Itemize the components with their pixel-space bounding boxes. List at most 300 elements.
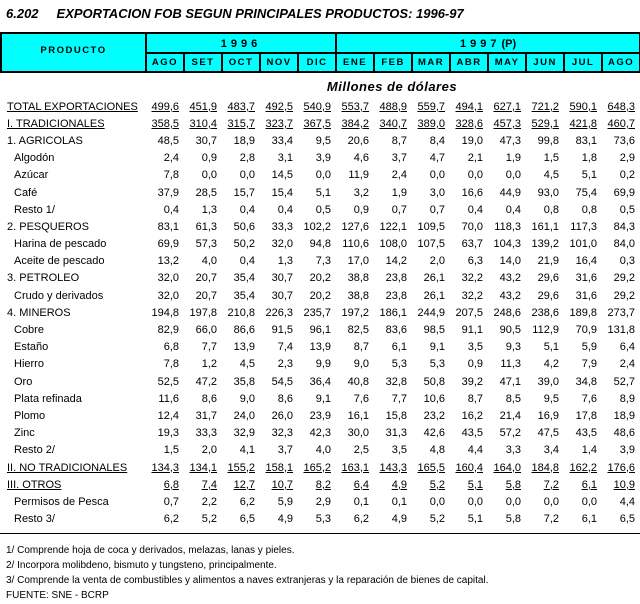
cell-value: 197,2: [341, 306, 369, 319]
cell-value: 165,2: [303, 461, 331, 474]
table-row: [0, 98, 639, 115]
cell-value: 7,3: [315, 255, 331, 268]
cell-value: 2,4: [163, 152, 179, 165]
cell-value: 38,8: [347, 289, 369, 302]
cell-value: 5,2: [429, 513, 445, 526]
cell-value: 4,1: [239, 444, 255, 457]
cell-value: 6,1: [391, 341, 407, 354]
cell-value: 553,7: [341, 100, 369, 113]
cell-value: 93,0: [537, 186, 559, 199]
cell-value: 117,3: [570, 220, 597, 233]
table-row: [0, 459, 639, 476]
cell-value: 499,6: [151, 100, 179, 113]
cell-value: 73,6: [613, 134, 635, 147]
cell-value: 29,2: [613, 289, 635, 302]
cell-value: 8,7: [467, 392, 483, 405]
cell-value: 0,4: [277, 203, 293, 216]
cell-value: 23,8: [385, 272, 407, 285]
cell-value: 4,8: [429, 444, 445, 457]
cell-value: 3,2: [353, 186, 369, 199]
cell-value: 0,0: [543, 495, 559, 508]
cell-value: 1,4: [581, 444, 597, 457]
cell-value: 7,6: [353, 392, 369, 405]
cell-value: 90,5: [499, 324, 521, 337]
cell-value: 42,3: [309, 427, 331, 440]
cell-value: 1,2: [201, 358, 217, 371]
cell-value: 0,9: [201, 152, 217, 165]
cell-value: 5,1: [315, 186, 331, 199]
cell-value: 5,1: [467, 513, 483, 526]
product-label: Hierro: [14, 358, 44, 371]
cell-value: 6,4: [353, 478, 369, 491]
cell-value: 8,7: [353, 341, 369, 354]
product-label: Aceite de pescado: [14, 255, 105, 268]
month-header-1997-ene: ENE: [336, 53, 374, 72]
cell-value: 37,9: [157, 186, 179, 199]
cell-value: 0,0: [467, 495, 483, 508]
cell-value: 162,2: [569, 461, 597, 474]
cell-value: 7,2: [543, 478, 559, 491]
cell-value: 176,6: [607, 461, 635, 474]
cell-value: 91,1: [461, 324, 483, 337]
product-label: Oro: [14, 375, 33, 388]
cell-value: 16,1: [347, 409, 369, 422]
cell-value: 3,0: [429, 186, 445, 199]
cell-value: 57,3: [195, 238, 217, 251]
cell-value: 2,5: [353, 444, 369, 457]
cell-value: 50,2: [233, 238, 255, 251]
cell-value: 15,7: [233, 186, 255, 199]
table-number: 6.202: [6, 6, 39, 21]
month-header-1997-abr: ABR: [450, 53, 488, 72]
cell-value: 9,3: [505, 341, 521, 354]
cell-value: 1,8: [581, 152, 597, 165]
month-header-1997-jul: JUL: [564, 53, 602, 72]
cell-value: 122,1: [379, 220, 407, 233]
cell-value: 28,5: [195, 186, 217, 199]
product-label: Estaño: [14, 341, 49, 354]
cell-value: 9,1: [315, 392, 331, 405]
cell-value: 16,4: [575, 255, 597, 268]
cell-value: 6,4: [619, 341, 635, 354]
cell-value: 559,7: [417, 100, 445, 113]
product-label: Zinc: [14, 427, 35, 440]
cell-value: 23,2: [423, 409, 445, 422]
cell-value: 33,3: [195, 427, 217, 440]
product-label: Plomo: [14, 409, 46, 422]
cell-value: 50,6: [233, 220, 255, 233]
cell-value: 26,1: [423, 272, 445, 285]
cell-value: 9,0: [239, 392, 255, 405]
cell-value: 7,4: [201, 478, 217, 491]
cell-value: 627,1: [493, 100, 521, 113]
cell-value: 5,2: [429, 478, 445, 491]
cell-value: 0,8: [581, 203, 597, 216]
cell-value: 5,2: [201, 513, 217, 526]
product-label: 2. PESQUEROS: [7, 220, 89, 233]
cell-value: 102,2: [303, 220, 331, 233]
cell-value: 13,9: [309, 341, 331, 354]
cell-value: 17,8: [575, 409, 597, 422]
table-row: [0, 270, 639, 287]
cell-value: 384,2: [341, 117, 369, 130]
cell-value: 0,0: [505, 169, 521, 182]
cell-value: 648,3: [607, 100, 635, 113]
cell-value: 2,4: [619, 358, 635, 371]
cell-value: 184,8: [531, 461, 559, 474]
cell-value: 20,7: [195, 289, 217, 302]
cell-value: 0,1: [353, 495, 369, 508]
cell-value: 421,8: [569, 117, 597, 130]
cell-value: 7,8: [163, 169, 179, 182]
month-header-1997-jun: JUN: [526, 53, 564, 72]
cell-value: 35,4: [233, 272, 255, 285]
cell-value: 5,1: [543, 341, 559, 354]
cell-value: 39,0: [537, 375, 559, 388]
month-header-1997-feb: FEB: [374, 53, 412, 72]
cell-value: 5,3: [315, 513, 331, 526]
cell-value: 104,3: [493, 238, 521, 251]
cell-value: 323,7: [265, 117, 293, 130]
cell-value: 43,2: [499, 289, 521, 302]
cell-value: 31,6: [575, 289, 597, 302]
cell-value: 35,4: [233, 289, 255, 302]
cell-value: 0,4: [239, 203, 255, 216]
cell-value: 6,1: [581, 478, 597, 491]
cell-value: 328,6: [455, 117, 483, 130]
cell-value: 7,2: [543, 513, 559, 526]
cell-value: 43,5: [575, 427, 597, 440]
cell-value: 32,0: [271, 238, 293, 251]
cell-value: 1,9: [391, 186, 407, 199]
cell-value: 4,4: [467, 444, 483, 457]
cell-value: 39,2: [461, 375, 483, 388]
cell-value: 83,6: [385, 324, 407, 337]
cell-value: 238,6: [531, 306, 559, 319]
table-row: [0, 218, 639, 235]
product-label: Crudo y derivados: [14, 289, 104, 302]
cell-value: 47,1: [499, 375, 521, 388]
cell-value: 30,7: [195, 134, 217, 147]
cell-value: 6,8: [163, 478, 179, 491]
table-row: [0, 184, 639, 201]
product-label: Resto 3/: [14, 513, 55, 526]
cell-value: 9,1: [429, 341, 445, 354]
cell-value: 66,0: [195, 324, 217, 337]
month-header-1996-nov: NOV: [260, 53, 298, 72]
cell-value: 3,5: [467, 341, 483, 354]
product-label: II. NO TRADICIONALES: [7, 461, 128, 474]
table-row: [0, 150, 639, 167]
cell-value: 492,5: [265, 100, 293, 113]
cell-value: 207,5: [455, 306, 483, 319]
cell-value: 488,9: [379, 100, 407, 113]
cell-value: 31,3: [385, 427, 407, 440]
month-header-1997-mar: MAR: [412, 53, 450, 72]
data-table: [0, 98, 639, 528]
cell-value: 5,3: [391, 358, 407, 371]
cell-value: 6,1: [581, 513, 597, 526]
cell-value: 31,7: [195, 409, 217, 422]
cell-value: 0,0: [429, 495, 445, 508]
cell-value: 186,1: [379, 306, 407, 319]
cell-value: 483,7: [227, 100, 255, 113]
product-label: Plata refinada: [14, 392, 82, 405]
cell-value: 31,6: [575, 272, 597, 285]
cell-value: 44,9: [499, 186, 521, 199]
product-label: Azúcar: [14, 169, 49, 182]
cell-value: 460,7: [607, 117, 635, 130]
footnote: 3/ Comprende la venta de combustibles y alimentos a naves extranjeras y la reparación de bienes de capital.: [6, 574, 489, 586]
cell-value: 6,2: [163, 513, 179, 526]
cell-value: 16,9: [537, 409, 559, 422]
cell-value: 494,1: [455, 100, 483, 113]
cell-value: 8,2: [315, 478, 331, 491]
cell-value: 47,3: [499, 134, 521, 147]
cell-value: 5,1: [581, 169, 597, 182]
cell-value: 6,5: [619, 513, 635, 526]
cell-value: 34,8: [575, 375, 597, 388]
cell-value: 61,3: [195, 220, 217, 233]
cell-value: 50,8: [423, 375, 445, 388]
cell-value: 82,5: [347, 324, 369, 337]
cell-value: 21,4: [499, 409, 521, 422]
cell-value: 2,4: [391, 169, 407, 182]
cell-value: 143,3: [379, 461, 407, 474]
month-header-1997-ago: AGO: [602, 53, 640, 72]
product-label: Harina de pescado: [14, 238, 107, 251]
table-row: [0, 356, 639, 373]
cell-value: 107,5: [417, 238, 445, 251]
cell-value: 4,5: [543, 169, 559, 182]
cell-value: 4,9: [391, 513, 407, 526]
cell-value: 57,2: [499, 427, 521, 440]
cell-value: 164,0: [493, 461, 521, 474]
cell-value: 29,6: [537, 289, 559, 302]
footnotes-block: [6, 543, 640, 603]
cell-value: 18,9: [613, 409, 635, 422]
page-title: [0, 0, 640, 21]
cell-value: 0,5: [315, 203, 331, 216]
table-row: [0, 287, 639, 304]
cell-value: 32,0: [157, 289, 179, 302]
table-column-header: [0, 32, 640, 73]
cell-value: 20,2: [309, 289, 331, 302]
product-label: TOTAL EXPORTACIONES: [7, 100, 138, 113]
cell-value: 96,1: [309, 324, 331, 337]
cell-value: 451,9: [189, 100, 217, 113]
product-label: Resto 2/: [14, 444, 55, 457]
cell-value: 8,4: [429, 134, 445, 147]
cell-value: 12,4: [157, 409, 179, 422]
cell-value: 310,4: [189, 117, 217, 130]
cell-value: 112,9: [532, 324, 559, 337]
table-row: [0, 442, 639, 459]
cell-value: 30,7: [271, 272, 293, 285]
cell-value: 48,6: [613, 427, 635, 440]
cell-value: 0,0: [467, 169, 483, 182]
cell-value: 8,5: [505, 392, 521, 405]
cell-value: 33,4: [271, 134, 293, 147]
cell-value: 340,7: [379, 117, 407, 130]
cell-value: 30,7: [271, 289, 293, 302]
cell-value: 3,9: [619, 444, 635, 457]
cell-value: 16,6: [461, 186, 483, 199]
cell-value: 2,0: [201, 444, 217, 457]
cell-value: 4,4: [619, 495, 635, 508]
cell-value: 8,6: [201, 392, 217, 405]
cell-value: 3,7: [277, 444, 293, 457]
table-row: [0, 373, 639, 390]
cell-value: 30,0: [347, 427, 369, 440]
cell-value: 11,9: [348, 169, 369, 182]
year-label-1997: 1997: [460, 38, 501, 50]
cell-value: 32,8: [385, 375, 407, 388]
cell-value: 54,5: [271, 375, 293, 388]
cell-value: 8,7: [391, 134, 407, 147]
table-row: [0, 493, 639, 510]
cell-value: 6,3: [467, 255, 483, 268]
table-row: [0, 253, 639, 270]
cell-value: 33,3: [271, 220, 293, 233]
cell-value: 32,0: [157, 272, 179, 285]
cell-value: 367,5: [303, 117, 331, 130]
product-label: Algodón: [14, 152, 55, 165]
cell-value: 23,8: [385, 289, 407, 302]
cell-value: 0,4: [467, 203, 483, 216]
cell-value: 0,9: [353, 203, 369, 216]
footnote: 1/ Comprende hoja de coca y derivados, melazas, lanas y pieles.: [6, 544, 295, 556]
cell-value: 0,0: [581, 495, 597, 508]
cell-value: 14,5: [271, 169, 293, 182]
cell-value: 5,8: [505, 478, 521, 491]
product-column-header: PRODUCTO: [1, 33, 146, 72]
cell-value: 0,8: [543, 203, 559, 216]
cell-value: 0,4: [239, 255, 255, 268]
year-group-1997: [336, 33, 640, 53]
cell-value: 4,2: [543, 358, 559, 371]
cell-value: 315,7: [227, 117, 255, 130]
product-label: Cobre: [14, 324, 44, 337]
cell-value: 155,2: [227, 461, 255, 474]
cell-value: 5,9: [581, 341, 597, 354]
cell-value: 6,2: [353, 513, 369, 526]
cell-value: 5,8: [505, 513, 521, 526]
table-row: [0, 407, 639, 424]
cell-value: 0,1: [391, 495, 407, 508]
cell-value: 38,8: [347, 272, 369, 285]
table-row: [0, 339, 639, 356]
cell-value: 3,3: [505, 444, 521, 457]
cell-value: 13,9: [233, 341, 255, 354]
cell-value: 18,9: [233, 134, 255, 147]
cell-value: 134,1: [189, 461, 217, 474]
cell-value: 0,0: [239, 169, 255, 182]
product-label: III. OTROS: [7, 478, 62, 491]
cell-value: 69,9: [613, 186, 635, 199]
cell-value: 40,8: [347, 375, 369, 388]
cell-value: 1,3: [277, 255, 293, 268]
cell-value: 43,2: [499, 272, 521, 285]
cell-value: 590,1: [569, 100, 597, 113]
cell-value: 0,5: [619, 203, 635, 216]
cell-value: 0,0: [315, 169, 331, 182]
cell-value: 1,9: [505, 152, 521, 165]
year-suffix-preliminary: (P): [501, 38, 517, 50]
source-line: FUENTE: SNE - BCRP: [6, 589, 109, 601]
cell-value: 83,1: [157, 220, 179, 233]
year-label-1996: 1996: [220, 38, 262, 50]
cell-value: 70,9: [575, 324, 597, 337]
cell-value: 358,5: [151, 117, 179, 130]
cell-value: 42,6: [423, 427, 445, 440]
cell-value: 15,8: [385, 409, 407, 422]
cell-value: 10,7: [271, 478, 293, 491]
cell-value: 9,5: [315, 134, 331, 147]
table-row: [0, 476, 639, 493]
cell-value: 6,5: [239, 513, 255, 526]
cell-value: 7,7: [201, 341, 217, 354]
cell-value: 165,5: [417, 461, 445, 474]
table-row: [0, 201, 639, 218]
cell-value: 16,2: [461, 409, 483, 422]
cell-value: 3,7: [391, 152, 407, 165]
month-header-1996-ago: AGO: [146, 53, 184, 72]
product-label: Resto 1/: [14, 203, 55, 216]
cell-value: 4,6: [353, 152, 369, 165]
cell-value: 118,3: [494, 220, 521, 233]
cell-value: 0,3: [619, 255, 635, 268]
cell-value: 127,6: [341, 220, 369, 233]
cell-value: 0,2: [619, 169, 635, 182]
cell-value: 4,0: [201, 255, 217, 268]
cell-value: 43,5: [461, 427, 483, 440]
table-row: [0, 236, 639, 253]
cell-value: 94,8: [309, 238, 331, 251]
cell-value: 6,8: [163, 341, 179, 354]
cell-value: 226,3: [265, 306, 293, 319]
cell-value: 21,9: [537, 255, 559, 268]
cell-value: 52,5: [157, 375, 179, 388]
cell-value: 7,7: [391, 392, 407, 405]
cell-value: 12,7: [233, 478, 255, 491]
cell-value: 4,5: [239, 358, 255, 371]
cell-value: 0,0: [429, 169, 445, 182]
cell-value: 32,2: [461, 272, 483, 285]
cell-value: 0,0: [201, 169, 217, 182]
table-row: [0, 511, 639, 528]
month-header-1997-may: MAY: [488, 53, 526, 72]
cell-value: 139,2: [531, 238, 559, 251]
year-header-row: [1, 33, 640, 53]
table-row: [0, 115, 639, 132]
cell-value: 84,0: [613, 238, 635, 251]
cell-value: 8,6: [277, 392, 293, 405]
cell-value: 29,2: [613, 272, 635, 285]
cell-value: 98,5: [423, 324, 445, 337]
cell-value: 32,9: [233, 427, 255, 440]
cell-value: 101,0: [569, 238, 597, 251]
cell-value: 5,9: [277, 495, 293, 508]
cell-value: 15,4: [271, 186, 293, 199]
cell-value: 20,6: [347, 134, 369, 147]
cell-value: 2,0: [429, 255, 445, 268]
cell-value: 273,7: [607, 306, 635, 319]
cell-value: 20,7: [195, 272, 217, 285]
cell-value: 189,8: [569, 306, 597, 319]
table-row: [0, 132, 639, 149]
cell-value: 7,9: [581, 358, 597, 371]
